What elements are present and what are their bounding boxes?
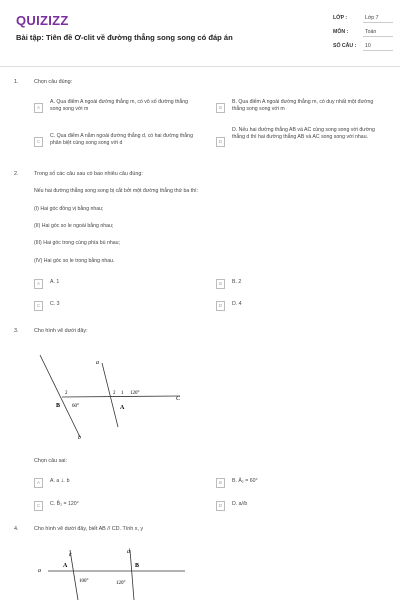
label-c: C bbox=[176, 396, 181, 402]
label-B: B bbox=[56, 403, 61, 409]
label-a: a bbox=[96, 360, 99, 366]
header-divider bbox=[0, 66, 400, 67]
option-text: B. Qua điểm A ngoài đường thẳng m, có duy nhất một đường thẳng song song với m bbox=[232, 99, 374, 112]
line-a bbox=[102, 363, 118, 427]
option-box-a[interactable]: A bbox=[34, 279, 43, 289]
line-d bbox=[130, 550, 134, 600]
meta-label: LỚP : bbox=[333, 15, 348, 21]
question-line: (III) Hai góc trong cùng phía bù nhau; bbox=[34, 240, 120, 246]
question-line: (II) Hai góc so le ngoài bằng nhau; bbox=[34, 223, 114, 229]
question-text: Cho hình vẽ dưới đây: bbox=[34, 328, 88, 334]
label-B: B bbox=[135, 563, 140, 569]
option-box-b[interactable]: B bbox=[216, 103, 225, 113]
option-text: C. 3 bbox=[50, 301, 60, 307]
option-text: A. 1 bbox=[50, 279, 60, 285]
divider bbox=[363, 36, 393, 37]
option-box-c[interactable]: C bbox=[34, 501, 43, 511]
option-text: A. Qua điểm A ngoài đường thẳng m, có vô số đường thẳng song song với m bbox=[50, 99, 189, 112]
question-number: 3. bbox=[14, 328, 19, 334]
label-c: c bbox=[69, 552, 72, 558]
label-d: d bbox=[127, 549, 130, 555]
worksheet-title: Bài tập: Tiên đề Ơ-clit về đường thẳng song song có đáp án bbox=[16, 33, 233, 42]
divider bbox=[363, 22, 393, 23]
label-2-right: 2 bbox=[113, 391, 116, 396]
option-box-b[interactable]: B bbox=[216, 478, 225, 488]
divider bbox=[363, 50, 393, 51]
option-text: B. 2 bbox=[232, 279, 242, 285]
line-b bbox=[40, 355, 80, 437]
label-1: 1 bbox=[121, 391, 124, 396]
option-text: C. Qua điểm A nằm ngoài đường thẳng d, có hai đường thẳng phân biệt cùng song song với d bbox=[50, 133, 193, 146]
option-box-b[interactable]: B bbox=[216, 279, 225, 289]
meta-value: Toán bbox=[365, 29, 377, 35]
label-A: A bbox=[63, 563, 68, 569]
question-text: Trong số các câu sau có bao nhiêu câu đúng: bbox=[34, 171, 143, 177]
option-box-a[interactable]: A bbox=[34, 478, 43, 488]
option-text: D. Nếu hai đường thẳng AB và AC cùng song song với đường thẳng d thì hai đường thẳng AB và AC song song với nhau. bbox=[232, 127, 375, 140]
question-text: Chọn câu đúng: bbox=[34, 79, 73, 85]
meta-label: SỐ CÂU : bbox=[333, 43, 357, 49]
option-text: A. a ⊥ b bbox=[50, 478, 70, 484]
label-a: a bbox=[38, 568, 41, 574]
option-box-d[interactable]: D bbox=[216, 501, 225, 511]
option-box-c[interactable]: C bbox=[34, 137, 43, 147]
option-text: C. B̂₂ = 120° bbox=[50, 501, 79, 507]
meta-label: MÔN : bbox=[333, 29, 349, 35]
line-c bbox=[62, 396, 180, 397]
angle-60: 60° bbox=[72, 404, 79, 409]
option-box-c[interactable]: C bbox=[34, 301, 43, 311]
option-box-d[interactable]: D bbox=[216, 137, 225, 147]
question-text: Cho hình vẽ dưới đây, biết AB // CD. Tính x, y bbox=[34, 526, 144, 532]
meta-subject bbox=[333, 27, 393, 37]
option-text: D. 4 bbox=[232, 301, 242, 307]
meta-class bbox=[333, 13, 393, 23]
label-b: b bbox=[78, 435, 81, 441]
meta-count bbox=[333, 41, 393, 51]
question-line: (IV) Hai góc so le trong bằng nhau. bbox=[34, 258, 115, 264]
question-number: 4. bbox=[14, 526, 19, 532]
label-2-left: 2 bbox=[65, 391, 68, 396]
figure-q3 bbox=[30, 345, 200, 445]
question-number: 2. bbox=[14, 171, 19, 177]
question-line: Nếu hai đường thẳng song song bị cắt bởi một đường thẳng thứ ba thì: bbox=[34, 188, 198, 194]
label-A: A bbox=[120, 405, 125, 411]
option-box-d[interactable]: D bbox=[216, 301, 225, 311]
angle-120: 120° bbox=[130, 391, 140, 396]
angle-100: 100° bbox=[79, 579, 89, 584]
angle-120: 120° bbox=[116, 581, 126, 586]
option-text: D. a//b bbox=[232, 501, 248, 507]
meta-value: 10 bbox=[365, 43, 371, 49]
option-box-a[interactable]: A bbox=[34, 103, 43, 113]
meta-value: Lớp 7 bbox=[365, 15, 379, 21]
question-prompt: Chọn câu sai: bbox=[34, 458, 67, 464]
question-line: (I) Hai góc đồng vị bằng nhau; bbox=[34, 206, 104, 212]
option-text: B. Â₂ = 60° bbox=[232, 478, 258, 484]
quizizz-logo: QUIZIZZ bbox=[16, 13, 69, 28]
figure-q4 bbox=[30, 540, 190, 600]
question-number: 1. bbox=[14, 79, 19, 85]
